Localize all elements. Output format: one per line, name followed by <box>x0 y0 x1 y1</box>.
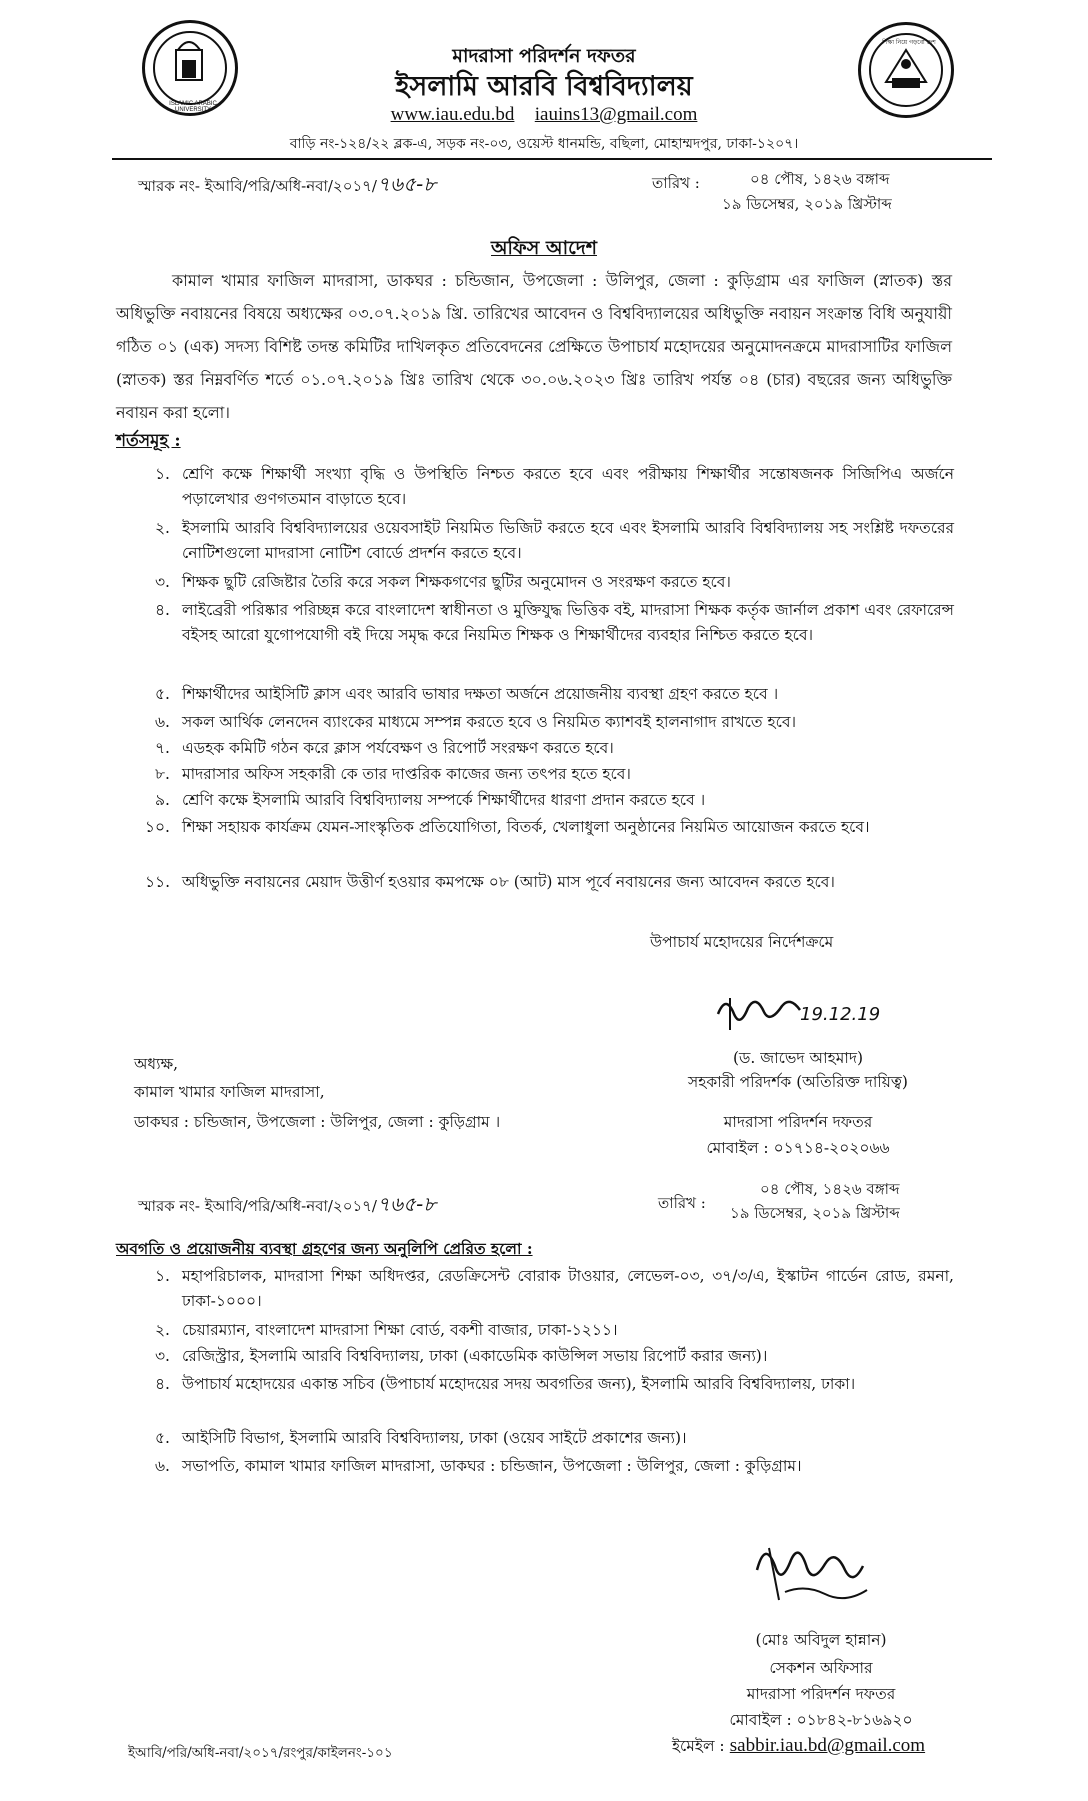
order-body: কামাল খামার ফাজিল মাদরাসা, ডাকঘর : চন্ডিজান, উপজেলা : উলিপুর, জেলা : কুড়িগ্রাম এর ফাজিল (স্নাতক) স্তর অধিভুক্তি নবায়নের বিষয়ে অধ্যক্ষের ০৩.০৭.২০১৯ খ্রি. তারিখের আবেদন ও বিশ্ববিদ্যালয়ের অধিভুক্তি নবায়ন সংক্রান্ত বিধি অনুযায়ী গঠিত ০১ (এক) সদস্য বিশিষ্ট তদন্ত কমিটির দাখিলকৃত প্রতিবেদনের প্রেক্ষিতে উপাচার্য মহোদয়ের অনুমোদনক্রমে মাদরাসাটির ফাজিল (স্নাতক) স্তর নিম্নবর্ণিত শর্তে ০১.০৭.২০১৯ খ্রিঃ তারিখ থেকে ৩০.০৬.২০২৩ খ্রিঃ তারিখ পর্যন্ত ০৪ (চার) বছরের জন্য অধিভুক্তি নবায়ন করা হলো। <box>116 271 952 422</box>
condition-text: অধিভুক্তি নবায়নের মেয়াদ উত্তীর্ণ হওয়ার কমপক্ষে ০৮ (আট) মাস পূর্বে নবায়নের জন্য আবেদন করতে হবে। <box>182 873 835 891</box>
signatory2-designation: সেকশন অফিসার <box>769 1659 873 1677</box>
condition-number: ৭. <box>154 739 170 757</box>
signatory2-mobile: মোবাইল : ০১৮৪২-৮১৬৯২০ <box>729 1711 913 1729</box>
signatory-office: মাদরাসা পরিদর্শন দফতর <box>723 1113 873 1131</box>
condition-number: ৬. <box>154 713 170 731</box>
memo-ref-prefix: স্মারক নং- ইআবি/পরি/অধি-নবা/২০১৭/ <box>138 177 377 195</box>
condition-number: ৩. <box>154 573 170 591</box>
signatory-name: (ড. জাভেদ আহমাদ) <box>732 1049 864 1067</box>
condition-text: শ্রেণি কক্ষে ইসলামি আরবি বিশ্ববিদ্যালয় সম্পর্কে শিক্ষার্থীদের ধারণা প্রদান করতে হবে । <box>182 791 706 809</box>
condition-number: ১১. <box>144 873 170 891</box>
memo2-ref-prefix: স্মারক নং- ইআবি/পরি/অধি-নবা/২০১৭/ <box>138 1197 377 1215</box>
recipient-address: ডাকঘর : চন্ডিজান, উপজেলা : উলিপুর, জেলা : কুড়িগ্রাম । <box>134 1113 501 1131</box>
condition-item <box>134 682 954 707</box>
date-bangla: ০৪ পৌষ, ১৪২৬ বঙ্গাব্দ <box>750 170 890 188</box>
conditions-heading: শর্তসমূহ : <box>116 431 181 451</box>
recipient-title: অধ্যক্ষ, <box>134 1055 179 1073</box>
signatory2-email-link[interactable]: sabbir.iau.bd@gmail.com <box>729 1735 926 1756</box>
by-order-line: উপাচার্য মহোদয়ের নির্দেশক্রমে <box>650 933 834 951</box>
condition-item <box>134 462 954 512</box>
condition-item <box>134 788 954 813</box>
logo-ring-text: ISLAMIC ARABIC UNIVERSITY <box>169 101 217 113</box>
copy-text: রেজিস্ট্রার, ইসলামি আরবি বিশ্ববিদ্যালয়, ঢাকা (একাডেমিক কাউন্সিল সভায় রিপোর্ট করার জন্য)। <box>182 1347 768 1365</box>
condition-number: ১. <box>155 465 170 483</box>
date-label: তারিখ : <box>652 174 700 192</box>
copy-item <box>134 1264 954 1314</box>
copy-number: ৩. <box>154 1347 170 1365</box>
header-divider <box>112 158 992 160</box>
signatory-designation: সহকারী পরিদর্শক (অতিরিক্ত দায়িত্ব) <box>688 1073 908 1091</box>
copy-number: ১. <box>155 1267 170 1285</box>
memo2-date-label: তারিখ : <box>658 1194 706 1212</box>
condition-item <box>134 815 954 865</box>
copy-number: ৫. <box>155 1429 170 1447</box>
copy-heading: অবগতি ও প্রয়োজনীয় ব্যবস্থা গ্রহণের জন্য অনুলিপি প্রেরিত হলো : <box>116 1239 533 1258</box>
copy-number: ২. <box>154 1321 170 1339</box>
condition-item <box>134 870 954 920</box>
condition-item <box>134 710 954 735</box>
copy-text: আইসিটি বিভাগ, ইসলামি আরবি বিশ্ববিদ্যালয়, ঢাকা (ওয়েব সাইটে প্রকাশের জন্য)। <box>182 1429 687 1447</box>
condition-number: ৫. <box>155 685 170 703</box>
copy-item <box>134 1426 954 1451</box>
copy-item <box>134 1454 954 1479</box>
condition-item <box>134 598 954 673</box>
copy-number: ৪. <box>155 1375 170 1393</box>
condition-text: শিক্ষক ছুটি রেজিষ্টার তৈরি করে সকল শিক্ষকগণের ছুটির অনুমোদন ও সংরক্ষণ করতে হবে। <box>182 573 731 591</box>
condition-item <box>134 762 954 787</box>
date-gregorian: ১৯ ডিসেম্বর, ২০১৯ খ্রিস্টাব্দ <box>722 195 892 213</box>
website-link[interactable]: www.iau.edu.bd <box>390 104 515 125</box>
copy-text: উপাচার্য মহোদয়ের একান্ত সচিব (উপাচার্য মহোদয়ের সদয় অবগতির জন্য), ইসলামি আরবি বিশ্ববিদ্যালয়, ঢাকা। <box>182 1375 856 1393</box>
copy-number: ৬. <box>154 1457 170 1475</box>
copy-text: চেয়ারম্যান, বাংলাদেশ মাদরাসা শিক্ষা বোর্ড, বকশী বাজার, ঢাকা-১২১১। <box>182 1321 618 1339</box>
copy-text: সভাপতি, কামাল খামার ফাজিল মাদরাসা, ডাকঘর : চন্ডিজান, উপজেলা : উলিপুর, জেলা : কুড়িগ্রাম। <box>182 1457 802 1475</box>
email-label: ইমেইল : <box>672 1737 725 1755</box>
memo2-date-gregorian: ১৯ ডিসেম্বর, ২০১৯ খ্রিস্টাব্দ <box>730 1204 900 1222</box>
signature-date: 19.12.19 <box>800 1004 881 1025</box>
copy-text: মহাপরিচালক, মাদরাসা শিক্ষা অধিদপ্তর, রেডক্রিসেন্ট বোরাক টাওয়ার, লেভেল-০৩, ৩৭/৩/এ, ইস্কাটন গার্ডেন রোড, রমনা, ঢাকা-১০০০। <box>182 1267 954 1310</box>
memo-reference <box>138 170 436 203</box>
condition-item <box>134 516 954 566</box>
copy-item <box>134 1344 954 1369</box>
condition-number: ৯. <box>155 791 170 809</box>
memo2-reference <box>138 1190 436 1223</box>
condition-text: শিক্ষা সহায়ক কার্যক্রম যেমন-সাংস্কৃতিক প্রতিযোগিতা, বিতর্ক, খেলাধুলা অনুষ্ঠানের নিয়মিত আয়োজন করতে হবে। <box>182 818 870 836</box>
condition-number: ৮. <box>155 765 170 783</box>
emblem-logo <box>858 22 954 118</box>
email-link[interactable]: iauins13@gmail.com <box>534 104 698 125</box>
memo2-date-bangla: ০৪ পৌষ, ১৪২৬ বঙ্গাব্দ <box>760 1180 900 1198</box>
condition-text: শ্রেণি কক্ষে শিক্ষার্থী সংখ্যা বৃদ্ধি ও উপস্থিতি নিশ্চত করতে হবে এবং পরীক্ষায় শিক্ষার্থীর সন্তোষজনক সিজিপিএ অর্জনে পড়ালেখার গুণগতমান বাড়াতে হবে। <box>182 465 954 508</box>
condition-number: ২. <box>154 519 170 537</box>
memo2-ref-handwritten: ৭৬৫-৮ <box>376 1192 437 1216</box>
condition-text: শিক্ষার্থীদের আইসিটি ক্লাস এবং আরবি ভাষার দক্ষতা অর্জনে প্রয়োজনীয় ব্যবস্থা গ্রহণ করতে হবে । <box>182 685 779 703</box>
university-logo <box>142 20 238 116</box>
footer-reference: ইআবি/পরি/অধি-নবা/২০১৭/রংপুর/কাইলনং-১০১ <box>128 1745 393 1761</box>
copy-item <box>134 1318 954 1343</box>
university-name: ইসলামি আরবি বিশ্ববিদ্যালয় <box>395 71 693 102</box>
condition-number: ১০. <box>144 818 170 836</box>
signature-2 <box>745 1530 925 1620</box>
signatory-mobile: মোবাইল : ০১৭১৪-২০২০৬৬ <box>706 1139 890 1157</box>
condition-item <box>134 570 954 595</box>
condition-number: ৪. <box>155 601 170 619</box>
condition-item <box>134 736 954 761</box>
condition-text: ইসলামি আরবি বিশ্ববিদ্যালয়ের ওয়েবসাইট নিয়মিত ভিজিট করতে হবে এবং ইসলামি আরবি বিশ্ববিদ্যালয় সহ সংশ্লিষ্ট দফতরের নোটিশগুলো মাদরাসা নোটিশ বোর্ডে প্রদর্শন করতে হবে। <box>182 519 954 562</box>
condition-text: সকল আর্থিক লেনদেন ব্যাংকের মাধ্যমে সম্পন্ন করতে হবে ও নিয়মিত ক্যাশবই হালনাগাদ রাখতে হবে। <box>182 713 796 731</box>
office-name: মাদরাসা পরিদর্শন দফতর <box>452 45 636 67</box>
copy-item <box>134 1372 954 1422</box>
memo-ref-handwritten: ৭৬৫-৮ <box>376 172 437 196</box>
document-title: অফিস আদেশ <box>491 237 597 259</box>
recipient-institution: কামাল খামার ফাজিল মাদরাসা, <box>134 1083 325 1101</box>
emblem-ring-text: শিক্ষা নিয়ে গড়বো দেশ <box>882 39 936 46</box>
contact-line <box>300 104 788 126</box>
signatory2-office: মাদরাসা পরিদর্শন দফতর <box>746 1685 896 1703</box>
condition-text: এডহক কমিটি গঠন করে ক্লাস পর্যবেক্ষণ ও রিপোর্ট সংরক্ষণ করতে হবে। <box>182 739 614 757</box>
signatory2-name: (মোঃ অবিদুল হান্নান) <box>755 1631 887 1649</box>
condition-text: লাইব্রেরী পরিষ্কার পরিচ্ছন্ন করে বাংলাদেশ স্বাধীনতা ও মুক্তিযুদ্ধ ভিত্তিক বই, মাদরাসা শিক্ষক কর্তৃক জার্নাল প্রকাশ এবং রেফারেন্স বইসহ আরো যুগোপযোগী বই দিয়ে সমৃদ্ধ করে নিয়মিত শিক্ষক ও শিক্ষার্থীদের ব্যবহার নিশ্চিত করতে হবে। <box>182 601 954 644</box>
signatory2-email-line <box>672 1734 925 1760</box>
address-line: বাড়ি নং-১২৪/২২ ব্লক-এ, সড়ক নং-০৩, ওয়েস্ট ধানমন্ডি, বছিলা, মোহাম্মদপুর, ঢাকা-১২০৭। <box>289 136 799 152</box>
condition-text: মাদরাসার অফিস সহকারী কে তার দাপ্তরিক কাজের জন্য তৎপর হতে হবে। <box>182 765 631 783</box>
